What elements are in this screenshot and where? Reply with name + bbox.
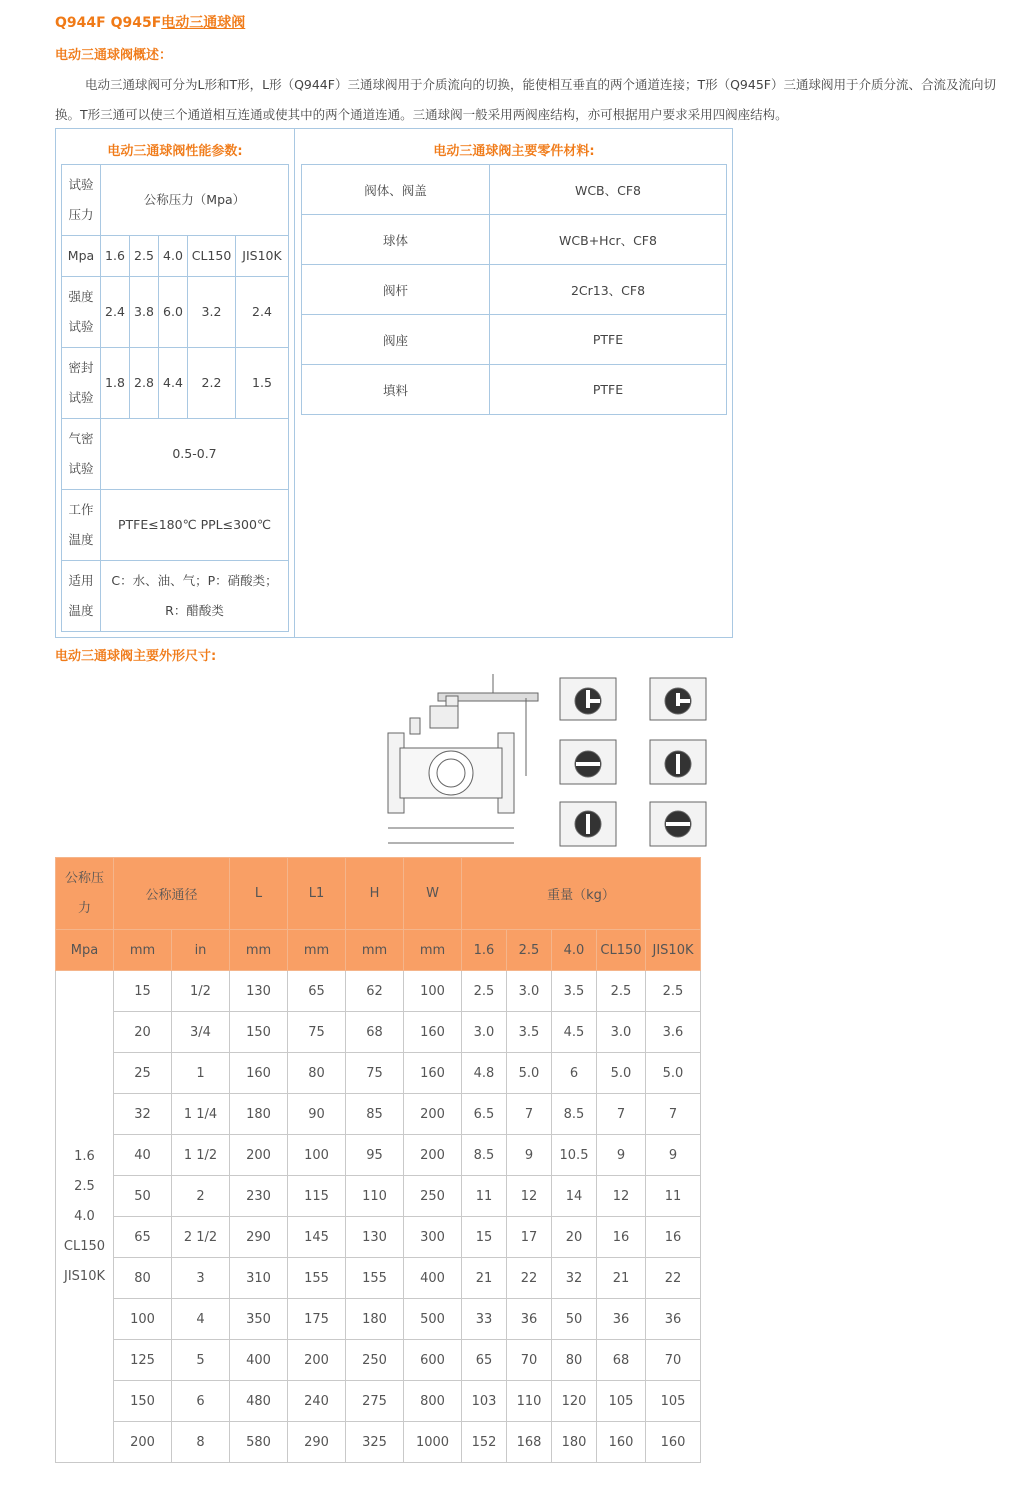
- table-cell: 10.5: [552, 1135, 597, 1176]
- table-cell: 130: [346, 1217, 404, 1258]
- table-cell: 20: [114, 1012, 172, 1053]
- dimensions-heading: 电动三通球阀主要外形尺寸:: [55, 649, 217, 664]
- table-cell: 6.5: [462, 1094, 507, 1135]
- table-row: [56, 1422, 701, 1463]
- table-cell: 7: [646, 1094, 701, 1135]
- table-cell: 120: [552, 1381, 597, 1422]
- dn-header: 公称通径: [114, 858, 230, 930]
- unit-cell: mm: [114, 930, 172, 971]
- performance-table: [61, 164, 289, 632]
- table-row: [56, 1258, 701, 1299]
- unit-cell: 1.6: [462, 930, 507, 971]
- seal-value: 4.4: [159, 348, 188, 419]
- table-cell: 3: [172, 1258, 230, 1299]
- table-cell: 80: [552, 1340, 597, 1381]
- table-cell: 8: [172, 1422, 230, 1463]
- table-cell: 5.0: [646, 1053, 701, 1094]
- table-cell: 1: [172, 1053, 230, 1094]
- class-cell: 1.6: [101, 236, 130, 277]
- table-cell: 15: [462, 1217, 507, 1258]
- table-cell: 325: [346, 1422, 404, 1463]
- class-cell: CL150: [188, 236, 236, 277]
- table-cell: 200: [230, 1135, 288, 1176]
- table-cell: 480: [230, 1381, 288, 1422]
- part-name: 阀座: [302, 315, 490, 365]
- table-cell: 22: [646, 1258, 701, 1299]
- table-cell: 65: [462, 1340, 507, 1381]
- strength-test-label: 强度 试验: [62, 277, 101, 348]
- table-cell: 7: [597, 1094, 646, 1135]
- table-row: [56, 1299, 701, 1340]
- table-row: [56, 1053, 701, 1094]
- table-cell: 75: [288, 1012, 346, 1053]
- table-cell: 240: [288, 1381, 346, 1422]
- unit-cell: in: [172, 930, 230, 971]
- table-cell: 12: [597, 1176, 646, 1217]
- table-cell: 168: [507, 1422, 552, 1463]
- strength-value: 3.2: [188, 277, 236, 348]
- table-cell: 500: [404, 1299, 462, 1340]
- table-cell: 160: [404, 1012, 462, 1053]
- table-cell: 8.5: [552, 1094, 597, 1135]
- part-name: 填料: [302, 365, 490, 415]
- table-cell: 115: [288, 1176, 346, 1217]
- model-numbers: Q944F Q945F: [55, 15, 162, 31]
- table-cell: 155: [288, 1258, 346, 1299]
- table-cell: 65: [114, 1217, 172, 1258]
- table-cell: 100: [288, 1135, 346, 1176]
- table-cell: 70: [507, 1340, 552, 1381]
- table-cell: 290: [230, 1217, 288, 1258]
- unit-cell: mm: [288, 930, 346, 971]
- table-cell: 40: [114, 1135, 172, 1176]
- table-cell: 290: [288, 1422, 346, 1463]
- table-cell: 3.5: [552, 971, 597, 1012]
- table-cell: 250: [346, 1340, 404, 1381]
- table-cell: 250: [404, 1176, 462, 1217]
- table-cell: 50: [552, 1299, 597, 1340]
- unit-cell: 4.0: [552, 930, 597, 971]
- work-temp-value: PTFE≤180℃ PPL≤300℃: [101, 490, 289, 561]
- table-cell: 12: [507, 1176, 552, 1217]
- table-cell: 1/2: [172, 971, 230, 1012]
- strength-value: 6.0: [159, 277, 188, 348]
- table-cell: 2: [172, 1176, 230, 1217]
- table-cell: 160: [646, 1422, 701, 1463]
- table-cell: 7: [507, 1094, 552, 1135]
- l1-header: L1: [288, 858, 346, 930]
- table-cell: 5: [172, 1340, 230, 1381]
- table-cell: 2 1/2: [172, 1217, 230, 1258]
- class-cell: 4.0: [159, 236, 188, 277]
- table-cell: 275: [346, 1381, 404, 1422]
- table-cell: 130: [230, 971, 288, 1012]
- pressure-header: 公称压 力: [56, 858, 114, 930]
- table-cell: 6: [172, 1381, 230, 1422]
- table-cell: 36: [646, 1299, 701, 1340]
- overview-heading: 电动三通球阀概述：: [55, 48, 173, 63]
- table-row: [56, 1094, 701, 1135]
- class-cell: 2.5: [130, 236, 159, 277]
- table-cell: 152: [462, 1422, 507, 1463]
- unit-label: Mpa: [62, 236, 101, 277]
- table-cell: 50: [114, 1176, 172, 1217]
- table-cell: 105: [597, 1381, 646, 1422]
- table-cell: 200: [288, 1340, 346, 1381]
- table-row: [56, 971, 701, 1012]
- table-cell: 5.0: [597, 1053, 646, 1094]
- part-name: 阀体、阀盖: [302, 165, 490, 215]
- table-cell: 8.5: [462, 1135, 507, 1176]
- table-cell: 800: [404, 1381, 462, 1422]
- table-cell: 160: [230, 1053, 288, 1094]
- table-cell: 33: [462, 1299, 507, 1340]
- table-cell: 400: [230, 1340, 288, 1381]
- media-value: C：水、油、气；P：硝酸类； R：醋酸类: [101, 561, 289, 632]
- nominal-pressure-label: 公称压力（Mpa）: [101, 165, 289, 236]
- table-cell: 600: [404, 1340, 462, 1381]
- performance-heading: 电动三通球阀性能参数:: [107, 144, 243, 159]
- table-cell: 3.0: [597, 1012, 646, 1053]
- table-cell: 180: [346, 1299, 404, 1340]
- table-cell: 14: [552, 1176, 597, 1217]
- table-cell: 80: [114, 1258, 172, 1299]
- seal-value: 2.8: [130, 348, 159, 419]
- table-row: [56, 1340, 701, 1381]
- table-cell: 125: [114, 1340, 172, 1381]
- air-test-value: 0.5-0.7: [101, 419, 289, 490]
- table-cell: 230: [230, 1176, 288, 1217]
- table-cell: 36: [507, 1299, 552, 1340]
- table-cell: 105: [646, 1381, 701, 1422]
- w-header: W: [404, 858, 462, 930]
- table-cell: 103: [462, 1381, 507, 1422]
- test-pressure-label: 试验 压力: [62, 165, 101, 236]
- media-label: 适用 温度: [62, 561, 101, 632]
- unit-cell: mm: [230, 930, 288, 971]
- table-cell: 32: [552, 1258, 597, 1299]
- unit-cell: Mpa: [56, 930, 114, 971]
- l-header: L: [230, 858, 288, 930]
- table-cell: 155: [346, 1258, 404, 1299]
- table-cell: 400: [404, 1258, 462, 1299]
- product-name-link[interactable]: 电动三通球阀: [161, 15, 246, 31]
- part-material: PTFE: [490, 365, 727, 415]
- weight-header: 重量（kg）: [462, 858, 701, 930]
- work-temp-label: 工作 温度: [62, 490, 101, 561]
- table-cell: 1 1/4: [172, 1094, 230, 1135]
- part-material: PTFE: [490, 315, 727, 365]
- overview-text: 电动三通球阀可分为L形和T形，L形（Q944F）三通球阀用于介质流向的切换，能使相互垂直的两个通道连接；T形（Q945F）三通球阀用于介质分流、合流及流向切换。T形三通可以使三个通道相互连通或使其中的两个通道连通。三通球阀一般采用两阀座结构，亦可根据用户要求采用四阀座结构。: [55, 77, 996, 122]
- seal-test-label: 密封 试验: [62, 348, 101, 419]
- table-cell: 11: [462, 1176, 507, 1217]
- unit-cell: mm: [346, 930, 404, 971]
- table-cell: 68: [597, 1340, 646, 1381]
- table-cell: 180: [552, 1422, 597, 1463]
- table-cell: 16: [597, 1217, 646, 1258]
- table-cell: 3.0: [507, 971, 552, 1012]
- table-cell: 36: [597, 1299, 646, 1340]
- table-row: [56, 1217, 701, 1258]
- table-cell: 150: [230, 1012, 288, 1053]
- table-cell: 180: [230, 1094, 288, 1135]
- table-cell: 110: [346, 1176, 404, 1217]
- seal-value: 2.2: [188, 348, 236, 419]
- table-cell: 15: [114, 971, 172, 1012]
- table-row: [56, 1381, 701, 1422]
- class-cell: JIS10K: [236, 236, 289, 277]
- table-cell: 4.8: [462, 1053, 507, 1094]
- table-cell: 1 1/2: [172, 1135, 230, 1176]
- part-material: WCB、CF8: [490, 165, 727, 215]
- table-cell: 160: [597, 1422, 646, 1463]
- table-cell: 3/4: [172, 1012, 230, 1053]
- table-cell: 5.0: [507, 1053, 552, 1094]
- table-cell: 95: [346, 1135, 404, 1176]
- table-cell: 20: [552, 1217, 597, 1258]
- strength-value: 2.4: [236, 277, 289, 348]
- table-cell: 65: [288, 971, 346, 1012]
- table-cell: 21: [597, 1258, 646, 1299]
- table-cell: 580: [230, 1422, 288, 1463]
- part-material: 2Cr13、CF8: [490, 265, 727, 315]
- table-cell: 75: [346, 1053, 404, 1094]
- table-cell: 25: [114, 1053, 172, 1094]
- table-cell: 21: [462, 1258, 507, 1299]
- table-cell: 100: [404, 971, 462, 1012]
- part-name: 球体: [302, 215, 490, 265]
- table-cell: 3.0: [462, 1012, 507, 1053]
- table-cell: 200: [404, 1135, 462, 1176]
- table-cell: 32: [114, 1094, 172, 1135]
- unit-cell: JIS10K: [646, 930, 701, 971]
- table-cell: 300: [404, 1217, 462, 1258]
- part-name: 阀杆: [302, 265, 490, 315]
- table-cell: 2.5: [597, 971, 646, 1012]
- table-cell: 175: [288, 1299, 346, 1340]
- page-title: [55, 12, 245, 32]
- unit-cell: CL150: [597, 930, 646, 971]
- table-cell: 110: [507, 1381, 552, 1422]
- dimensions-body: [56, 971, 701, 1463]
- table-cell: 9: [597, 1135, 646, 1176]
- table-cell: 22: [507, 1258, 552, 1299]
- strength-value: 2.4: [101, 277, 130, 348]
- table-cell: 16: [646, 1217, 701, 1258]
- table-cell: 80: [288, 1053, 346, 1094]
- table-row: [56, 1176, 701, 1217]
- materials-heading: 电动三通球阀主要零件材料:: [433, 144, 595, 159]
- spec-panel-divider: [294, 128, 295, 638]
- table-cell: 17: [507, 1217, 552, 1258]
- table-cell: 2.5: [646, 971, 701, 1012]
- table-cell: 160: [404, 1053, 462, 1094]
- materials-table: [301, 164, 727, 415]
- air-test-label: 气密 试验: [62, 419, 101, 490]
- table-cell: 310: [230, 1258, 288, 1299]
- unit-cell: 2.5: [507, 930, 552, 971]
- table-cell: 100: [114, 1299, 172, 1340]
- part-material: WCB+Hcr、CF8: [490, 215, 727, 265]
- table-cell: 200: [114, 1422, 172, 1463]
- table-cell: 150: [114, 1381, 172, 1422]
- table-cell: 11: [646, 1176, 701, 1217]
- seal-value: 1.8: [101, 348, 130, 419]
- table-cell: 68: [346, 1012, 404, 1053]
- table-cell: 9: [507, 1135, 552, 1176]
- dimensions-table: [55, 857, 701, 1463]
- table-cell: 2.5: [462, 971, 507, 1012]
- table-cell: 145: [288, 1217, 346, 1258]
- table-cell: 3.6: [646, 1012, 701, 1053]
- valve-technical-drawing: [378, 668, 718, 853]
- table-cell: 9: [646, 1135, 701, 1176]
- seal-value: 1.5: [236, 348, 289, 419]
- strength-value: 3.8: [130, 277, 159, 348]
- table-cell: 200: [404, 1094, 462, 1135]
- table-cell: 4: [172, 1299, 230, 1340]
- table-cell: 3.5: [507, 1012, 552, 1053]
- unit-cell: mm: [404, 930, 462, 971]
- table-cell: 90: [288, 1094, 346, 1135]
- table-cell: 1000: [404, 1422, 462, 1463]
- table-cell: 4.5: [552, 1012, 597, 1053]
- h-header: H: [346, 858, 404, 930]
- table-cell: 85: [346, 1094, 404, 1135]
- table-cell: 70: [646, 1340, 701, 1381]
- table-cell: 6: [552, 1053, 597, 1094]
- pressure-classes-cell: 1.6 2.5 4.0 CL150 JIS10K: [56, 971, 114, 1463]
- table-cell: 62: [346, 971, 404, 1012]
- table-cell: 350: [230, 1299, 288, 1340]
- table-row: [56, 1135, 701, 1176]
- table-row: [56, 1012, 701, 1053]
